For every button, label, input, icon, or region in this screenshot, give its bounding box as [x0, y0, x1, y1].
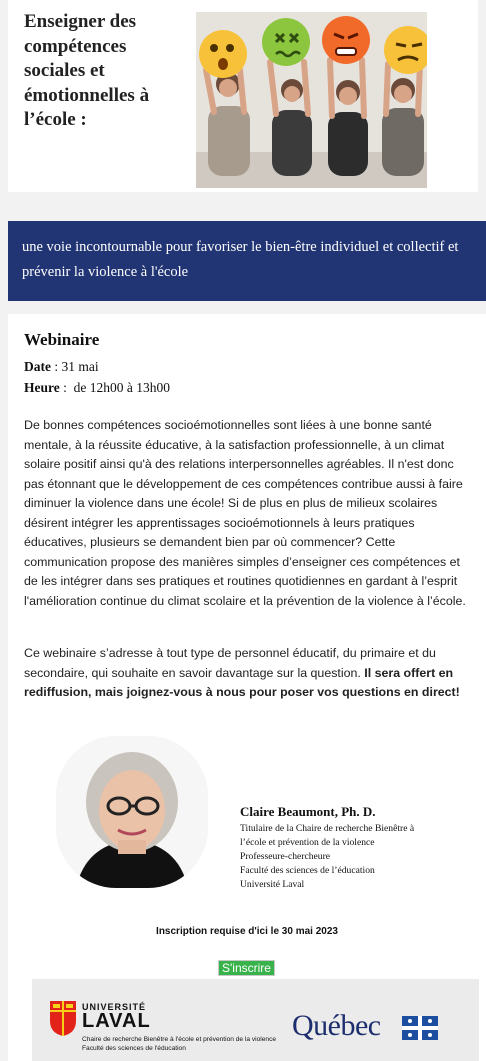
- speaker-title-line: Titulaire de la Chaire de recherche Bienêtre à: [240, 823, 415, 834]
- quebec-flag-icon: [402, 1016, 438, 1040]
- speaker-title-line: Professeure-chercheure: [240, 851, 331, 862]
- speaker-titles: [240, 822, 414, 892]
- speaker-title-line: l’école et prévention de la violence: [240, 837, 375, 848]
- date-value: : 31 mai: [51, 359, 99, 374]
- time-label: Heure: [24, 380, 60, 395]
- content-section: [8, 314, 486, 1061]
- webinar-date: [24, 359, 99, 375]
- audience-paragraph: [24, 644, 474, 703]
- register-button[interactable]: S'inscrire: [218, 960, 275, 976]
- chair-name: Chaire de recherche Bienêtre à l'école et prévention de la violence: [82, 1036, 277, 1043]
- subtitle-banner: [8, 221, 486, 301]
- laval-shield-icon: [48, 999, 78, 1037]
- page-title: Enseigner des compétences sociales et émotionnelles à l’école :: [24, 11, 150, 130]
- webinar-heading: Webinaire: [24, 330, 100, 349]
- speaker-photo: [56, 736, 208, 888]
- time-value: : de 12h00 à 13h00: [59, 380, 170, 395]
- laval-wordmark-top: UNIVERSITÉ: [82, 1002, 147, 1012]
- banner-text: une voie incontournable pour favoriser le bien-être individuel et collectif et prévenir la violence à l'école: [22, 239, 459, 280]
- hero-section: [8, 0, 478, 192]
- registration-note: Inscription requise d'ici le 30 mai 2023: [156, 926, 338, 937]
- laval-wordmark: LAVAL: [82, 1010, 151, 1032]
- footer-logos: [32, 979, 479, 1061]
- date-label: Date: [24, 359, 51, 374]
- webinar-time: [24, 380, 170, 396]
- speaker-title-line: Université Laval: [240, 879, 305, 890]
- emoji-people-illustration: [196, 12, 427, 188]
- quebec-wordmark: Québec: [292, 1009, 381, 1042]
- audience-emphasis: Il sera offert en rediffusion, mais joignez-vous à nous pour poser vos questions en direct!: [24, 665, 460, 699]
- description-paragraph: De bonnes compétences socioémotionnelles sont liées à une bonne santé mentale, à la réussite éducative, à la satisfaction professionnelle, à un climat solaire positif ainsi qu'à des relations interpersonnelles agréables. Il n'est donc pas étonnant que le développement de ces compétences contribue aussi à faire diminuer la violence dans une école! Si de plus en plus de milieux scolaires désirent intégrer les apprentissages socioémotionnels à leurs pratiques éducatives, plusieurs se demandent bien par où commencer? Cette communication propose des manières simples d’enseigner ces compétences et de les intégrer dans ses pratiques et routines quotidiennes en gardant à l’esprit l'amélioration continue du climat scolaire et la prévention de la violence à l’école.: [24, 418, 466, 608]
- speaker-title-line: Faculté des sciences de l’éducation: [240, 865, 375, 876]
- faculty-name: Faculté des sciences de l'éducation: [82, 1045, 186, 1052]
- speaker-name: Claire Beaumont, Ph. D.: [240, 804, 376, 819]
- speaker-portrait: [56, 736, 208, 888]
- hero-photo: [196, 12, 427, 188]
- audience-text: Ce webinaire s’adresse à tout type de personnel éducatif, du primaire et du secondaire, qui souhaite en savoir davantage sur la question.: [24, 646, 436, 680]
- universite-laval-logo: [48, 999, 278, 1059]
